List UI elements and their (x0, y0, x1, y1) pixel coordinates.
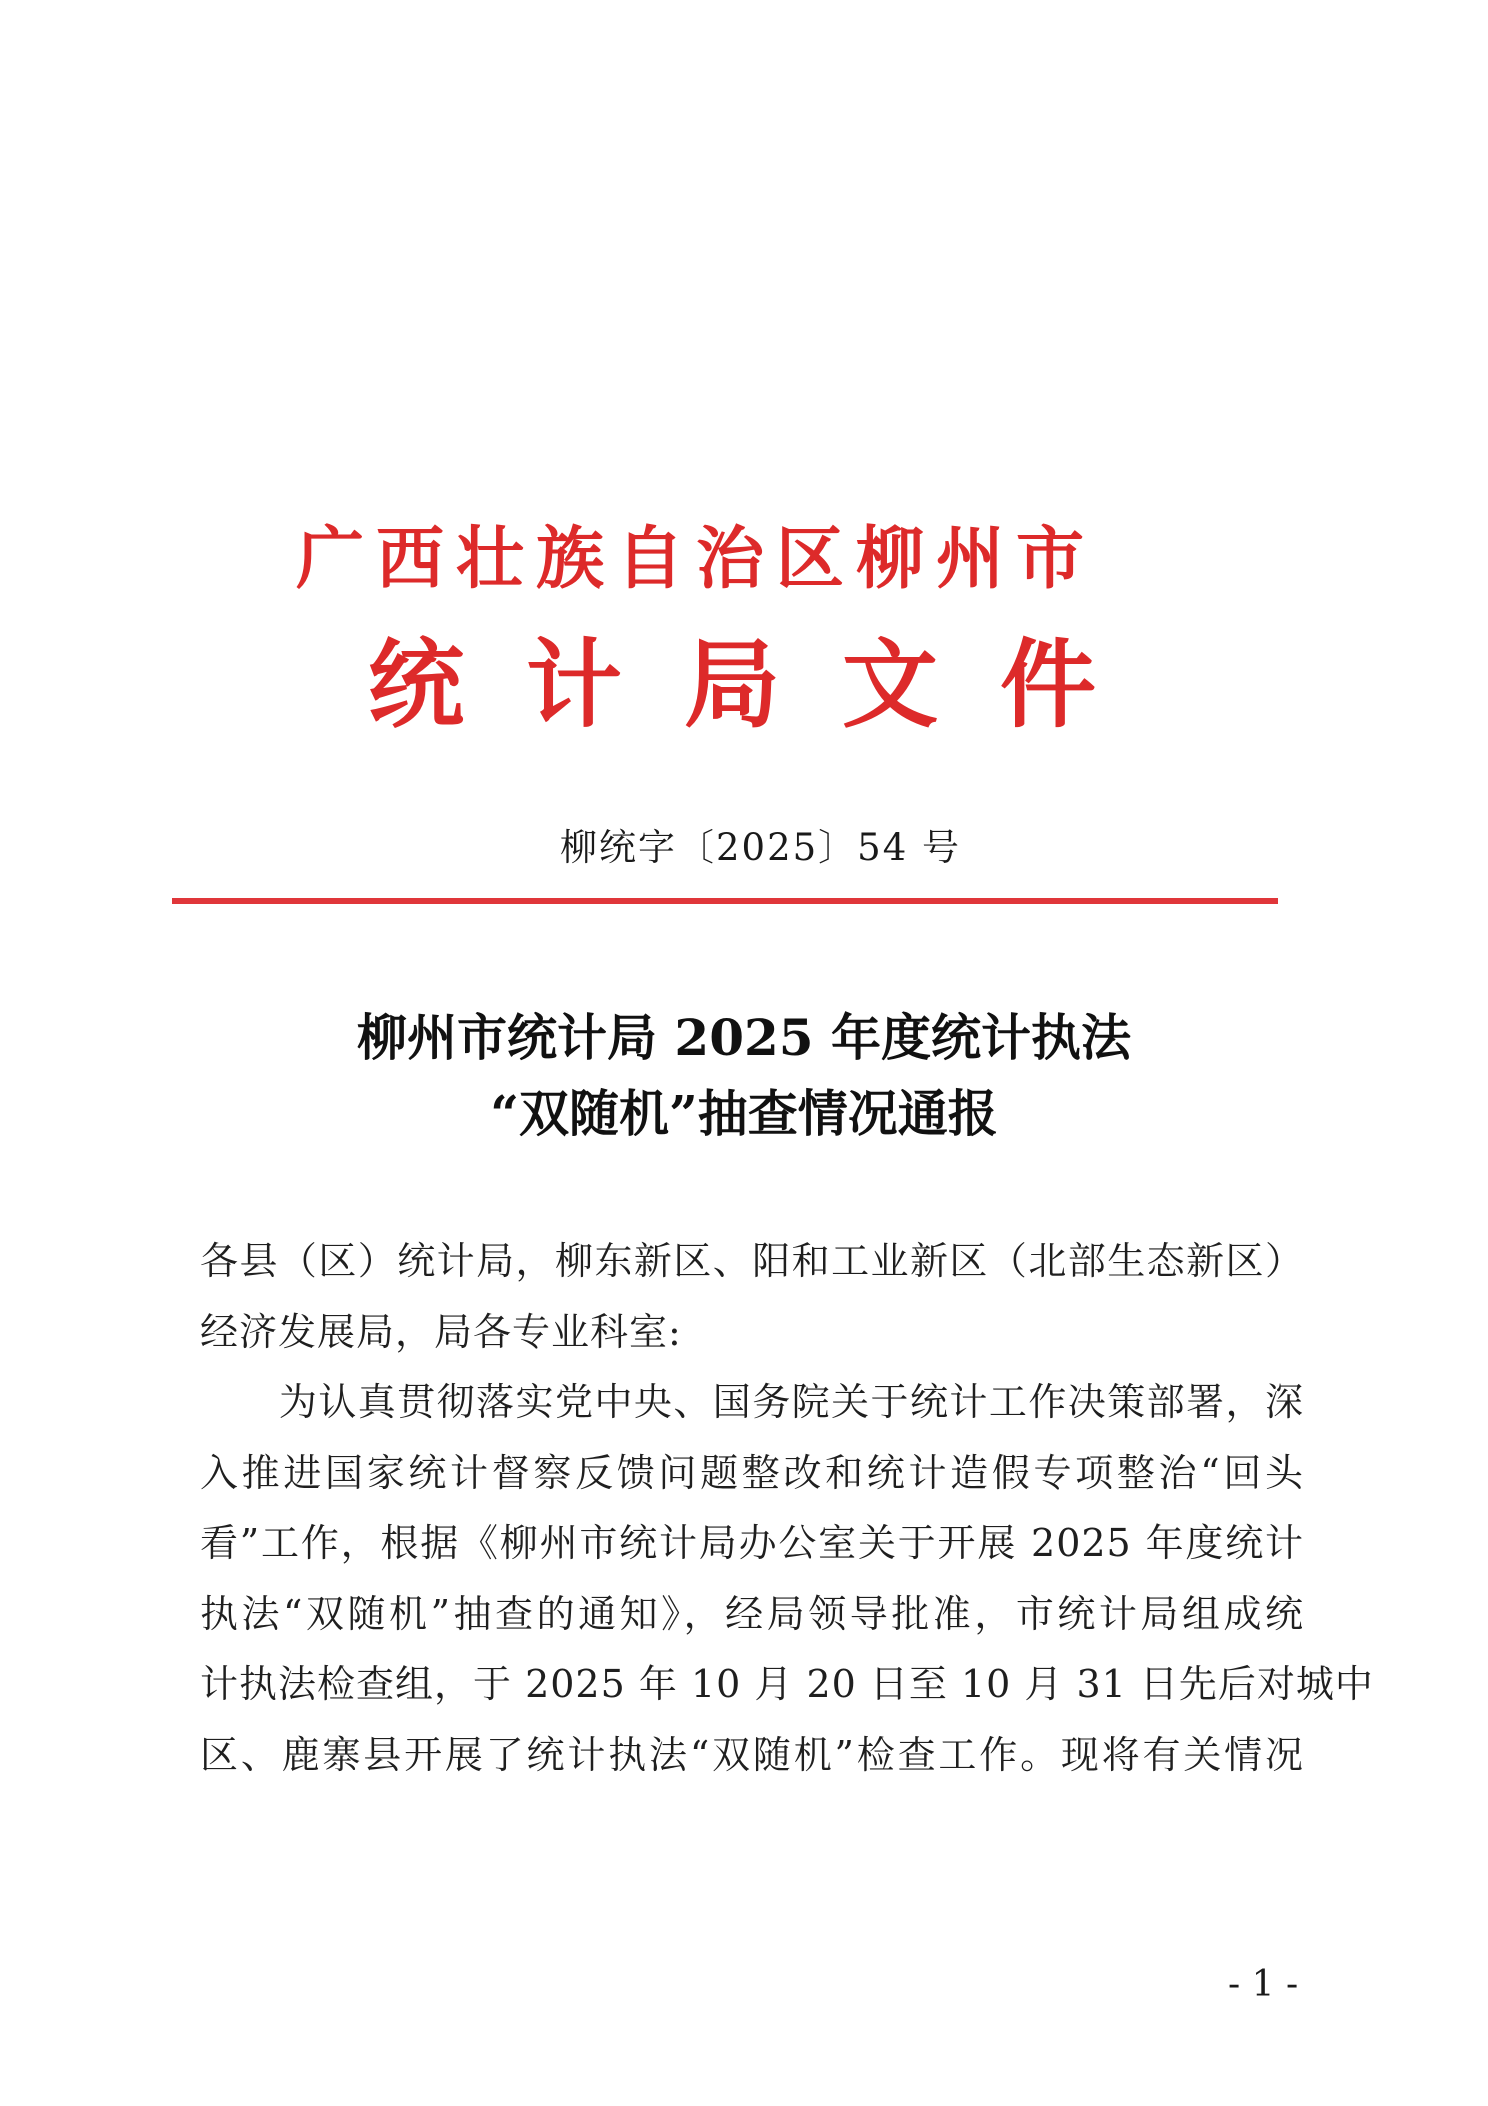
document-body (200, 1226, 1374, 1790)
body-line: 各县（区）统计局，柳东新区、阳和工业新区（北部生态新区） (200, 1239, 1304, 1283)
red-divider-line (172, 898, 1278, 904)
title-line-2: “双随机”抽查情况通报 (490, 1084, 998, 1143)
issuer-name-line: 广西壮族自治区柳州市 (296, 519, 1097, 599)
page-number: - 1 - (1228, 1964, 1299, 2005)
body-line: 计执法检查组，于 2025 年 10 月 20 日至 10 月 31 日先后对城中 (200, 1662, 1374, 1706)
document-type-heading: 统计局文件 (368, 628, 1158, 741)
body-line: 看”工作，根据《柳州市统计局办公室关于开展 2025 年度统计 (200, 1521, 1304, 1565)
document-number: 柳统字〔2025〕54 号 (560, 826, 962, 869)
body-line: 为认真贯彻落实党中央、国务院关于统计工作决策部署，深 (200, 1380, 1304, 1424)
body-line: 区、鹿寨县开展了统计执法“双随机”检查工作。现将有关情况 (200, 1732, 1304, 1777)
document-title (200, 1000, 1288, 1152)
title-line-1: 柳州市统计局 2025 年度统计执法 (357, 1008, 1131, 1067)
body-line: 执法“双随机”抽查的通知》，经局领导批准，市统计局组成统 (200, 1591, 1304, 1636)
body-line: 入推进国家统计督察反馈问题整改和统计造假专项整治“回头 (200, 1450, 1304, 1495)
body-line: 经济发展局，局各专业科室: (200, 1309, 682, 1354)
